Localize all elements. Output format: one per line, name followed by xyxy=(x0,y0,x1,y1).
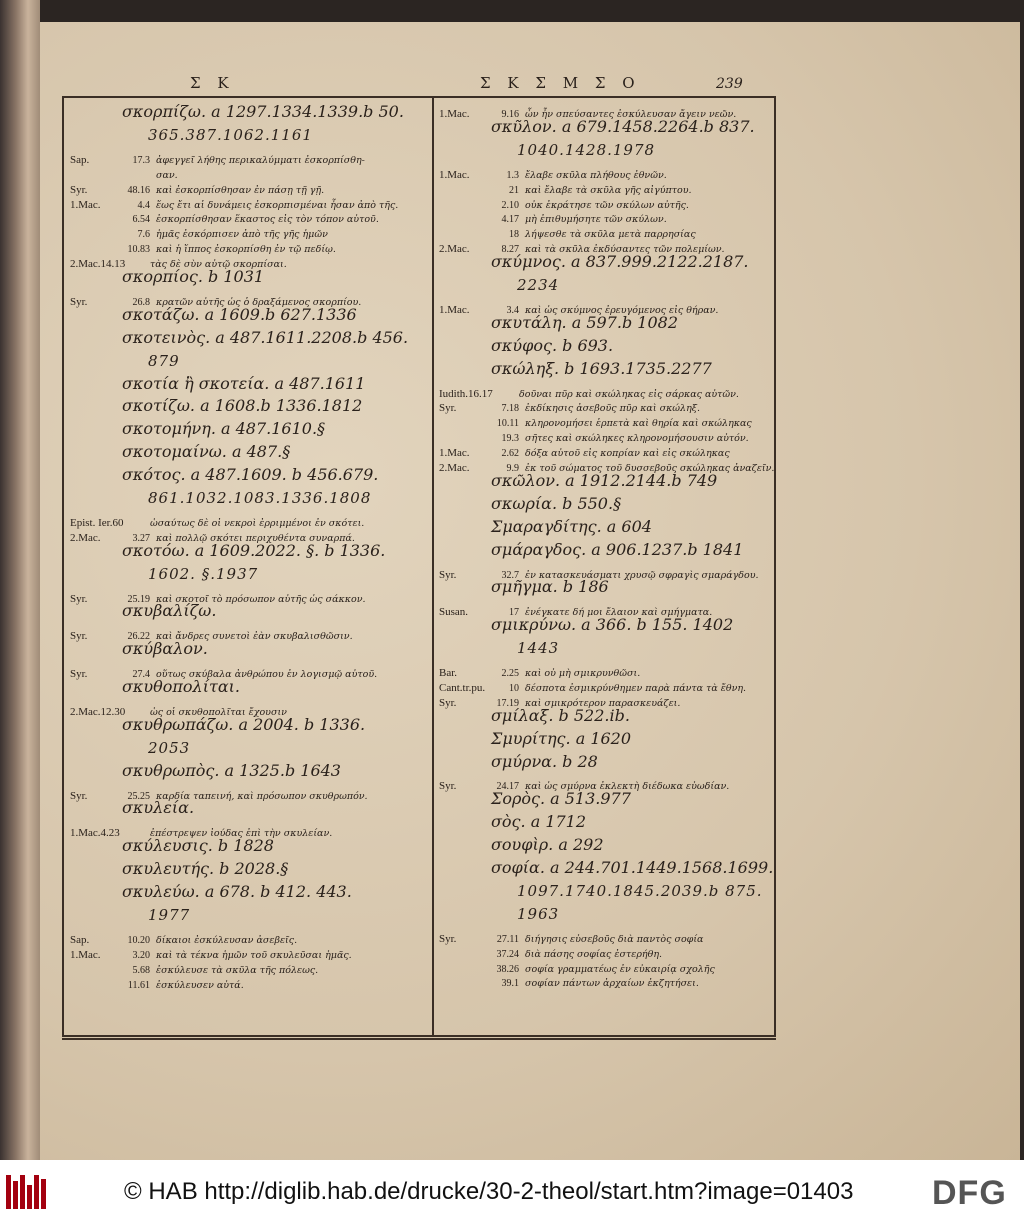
book-reference: Iudith.16.17 xyxy=(439,387,493,400)
quotation-text: διὰ πάσης σοφίας ἐστερήθη. xyxy=(525,948,663,960)
book-reference: Sap. xyxy=(70,153,90,166)
chapter-verse: 2.25 xyxy=(501,668,519,679)
chapter-verse: 10.83 xyxy=(127,244,150,256)
quotation-text: ἔλαβε σκῦλα πλήθους ἐθνῶν. xyxy=(525,169,667,181)
chapter-verse: 1.3 xyxy=(506,169,519,181)
headword-entry xyxy=(439,494,621,513)
bottom-rule xyxy=(62,1038,776,1040)
page-references: 2234 xyxy=(517,276,560,294)
reference-continuation xyxy=(70,125,313,144)
headword-entry xyxy=(70,859,288,878)
book-reference: Syr. xyxy=(70,295,88,308)
chapter-verse: 17 xyxy=(509,607,519,619)
chapter-verse: 3.4 xyxy=(506,304,519,316)
book-reference: 1.Mac. xyxy=(70,948,101,961)
book-reference: 1.Mac. xyxy=(439,447,470,460)
quotation-text: καὶ ἐσκορπίσθησαν ἐν πάσῃ τῇ γῇ. xyxy=(156,184,325,196)
headword-entry xyxy=(70,601,216,620)
hab-logo-icon xyxy=(6,1175,46,1209)
dfg-logo: DFG xyxy=(932,1174,1007,1212)
headword-entry xyxy=(439,517,652,536)
headword: σκυλεύω. a 678. b 412. 443. xyxy=(122,882,352,901)
book-reference: 1.Mac. xyxy=(439,303,470,316)
headword: σμάραγδος. a 906.1237.b 1841 xyxy=(491,539,744,559)
headword: σκυθρωπάζω. a 2004. b 1336. xyxy=(122,714,366,734)
quotation-text: κληρονομήσει ἑρπετὰ καὶ θηρία καὶ σκώληκας xyxy=(525,418,752,430)
book-reference: Syr. xyxy=(70,789,88,802)
book-reference: 1.Mac. xyxy=(70,198,101,211)
book-reference: 1.Mac.4.23 xyxy=(70,827,120,840)
headword: σκυτάλη. a 597.b 1082 xyxy=(491,312,678,332)
headword-entry xyxy=(439,729,631,748)
headword-entry xyxy=(70,541,385,560)
headword-entry xyxy=(439,858,773,877)
quotation-text: σοφία γραμματέως ἐν εὐκαιρίᾳ σχολῆς xyxy=(525,963,715,975)
headword-entry xyxy=(70,677,240,696)
chapter-verse: 7.18 xyxy=(501,403,519,415)
headword: σμικρύνω. a 366. b 155. 1402 xyxy=(491,615,734,635)
headword: σκύλευσις. b 1828 xyxy=(122,836,274,856)
headword-entry xyxy=(439,615,733,634)
book-reference: Sap. xyxy=(70,933,90,946)
chapter-verse: 4.4 xyxy=(137,199,150,211)
quotation-text: καὶ τὰ σκῦλα ἐκδύσαντες τῶν πολεμίων. xyxy=(525,244,725,256)
headword-entry xyxy=(70,761,341,780)
book-reference: Syr. xyxy=(439,780,457,793)
headword-entry xyxy=(70,882,352,901)
headword: σὸς. a 1712 xyxy=(491,812,587,832)
running-head-left: Σ Κ xyxy=(190,74,235,92)
headword-entry xyxy=(70,442,290,461)
quotation-text: καὶ σμικρότερον παρασκευάζει. xyxy=(525,697,681,709)
headword-entry xyxy=(439,706,630,725)
reference-continuation xyxy=(70,738,190,757)
headword-entry xyxy=(439,117,755,136)
quotation-text: ἐκδίκησις ἀσεβοῦς πῦρ καὶ σκώληξ. xyxy=(525,403,701,415)
reference-continuation xyxy=(70,351,180,370)
book-reference: 2.Mac. xyxy=(439,462,470,474)
chapter-verse: 27.11 xyxy=(496,933,519,945)
page-references: 365.387.1062.1161 xyxy=(148,125,313,144)
headword: σκύβαλον. xyxy=(122,639,208,659)
headword-entry xyxy=(439,752,598,771)
chapter-verse: 6.54 xyxy=(132,214,150,226)
quotation-text: δοῦναι πῦρ καὶ σκώληκας εἰς σάρκας αὐτῶν. xyxy=(519,388,739,400)
quotation-text: λήψεσθε τὰ σκῦλα μετὰ παρρησίας xyxy=(525,229,696,241)
quotation-text: καὶ σκοτοῖ τὸ πρόσωπον αὐτῆς ὡς σάκκον. xyxy=(156,593,366,605)
quotation-text: καὶ ἡ ἵππος ἐσκορπίσθη ἐν τῷ πεδίῳ. xyxy=(156,244,336,256)
page-references: 1040.1428.1978 xyxy=(517,140,656,159)
quotation-text: μὴ ἐπιθυμήσητε τῶν σκύλων. xyxy=(525,214,667,226)
headword: Σμυρίτης. a 1620 xyxy=(491,728,632,748)
headword: σκυβαλίζω. xyxy=(122,601,217,621)
quotation-text: καὶ τὰ τέκνα ἡμῶν τοῦ σκυλεῦσαι ἡμᾶς. xyxy=(156,949,352,961)
headword: σκυθρωπὸς. a 1325.b 1643 xyxy=(122,760,341,780)
chapter-verse: 8.27 xyxy=(501,244,519,256)
copyright-url[interactable]: © HAB http://diglib.hab.de/drucke/30-2-theol/start.htm?image=01403 xyxy=(124,1178,854,1205)
book-reference: Syr. xyxy=(70,630,88,643)
chapter-verse: 3.27 xyxy=(132,532,150,544)
quotation-text: ἐσκορπίσθησαν ἕκαστος εἰς τὸν τόπον αὐτοῦ. xyxy=(156,214,379,226)
quotation-text: ἐνέγκατε δή μοι ἔλαιον καὶ σμήγματα. xyxy=(525,607,713,619)
chapter-verse: 24.17 xyxy=(496,781,519,793)
headword-entry xyxy=(70,374,365,393)
book-reference: 2.Mac. xyxy=(439,243,470,256)
headword: σκοτεινὸς. a 487.1611.2208.b 456. xyxy=(122,327,409,347)
book-reference: Syr. xyxy=(70,592,88,605)
headword: σουφὶρ. a 292 xyxy=(491,835,604,855)
reference-continuation xyxy=(70,905,190,924)
quotation-text: δέσποτα ἐσμικρύνθημεν παρὰ πάντα τὰ ἔθνη. xyxy=(525,682,747,694)
headword: σκοτάζω. a 1609.b 627.1336 xyxy=(122,304,357,324)
chapter-verse: 9.9 xyxy=(506,463,519,474)
quotation-text: καὶ ὡς σμύρνα ἐκλεκτὴ διέδωκα εὐωδίαν. xyxy=(525,781,730,793)
reference-continuation xyxy=(439,904,559,923)
page-references: 1963 xyxy=(517,904,560,923)
headword-entry xyxy=(439,540,743,559)
quotation-text: ἐσκύλευσεν αὐτά. xyxy=(156,979,244,991)
headword-entry xyxy=(439,313,678,332)
quotation-text: ἐσκύλευσε τὰ σκῦλα τῆς πόλεως. xyxy=(156,964,319,976)
quotation-text: ὡς οἱ σκυθοπολῖται ἔχουσιν xyxy=(150,706,287,718)
headword-entry xyxy=(70,798,194,817)
headword: σκορπίζω. a 1297.1334.1339.b 50. xyxy=(122,102,404,121)
quotation-text: ἐπέστρεψεν ἰούδας ἐπὶ τὴν σκυλείαν. xyxy=(150,828,333,840)
quotation-text: καὶ ἔλαβε τὰ σκῦλα γῆς αἰγύπτου. xyxy=(525,184,692,196)
quotation-text: σαν. xyxy=(156,169,178,181)
page-references: 1602. §.1937 xyxy=(148,564,259,583)
headword-entry xyxy=(439,471,717,490)
book-reference: Cant.tr.pu. xyxy=(439,681,486,694)
headword: σκῶλον. a 1912.2144.b 749 xyxy=(491,470,718,490)
headword: σμῆγμα. b 186 xyxy=(491,577,609,597)
headword: σκυλεία. xyxy=(122,798,195,818)
headword-entry xyxy=(70,305,357,324)
book-reference: 1.Mac. xyxy=(439,168,470,181)
headword-entry xyxy=(70,396,362,415)
reference-continuation xyxy=(70,564,258,583)
chapter-verse: 17.19 xyxy=(496,697,519,709)
quotation-text: ἐν κατασκευάσματι χρυσῷ σφραγὶς σμαράγδου. xyxy=(525,569,759,581)
headword: σκύμνος. a 837.999.2122.2187. xyxy=(491,252,749,272)
headword: σκορπίος. b 1031 xyxy=(122,267,265,286)
viewer-footer xyxy=(0,1160,1024,1225)
chapter-verse: 9.16 xyxy=(501,109,519,120)
column-divider xyxy=(432,98,434,1035)
headword-entry xyxy=(70,267,264,286)
book-reference: 1.Mac. xyxy=(439,108,470,120)
quotation-text: ἀφεγγεῖ λήθης περικαλύμματι ἐσκορπίσθη- xyxy=(156,154,365,166)
quotation-text: διήγησις εὐσεβοῦς διὰ παντὸς σοφία xyxy=(525,933,704,945)
headword: σκωρία. b 550.§ xyxy=(491,493,622,513)
reference-continuation xyxy=(439,881,763,900)
text-frame xyxy=(62,96,776,1037)
chapter-verse: 26.22 xyxy=(127,631,150,643)
headword-entry xyxy=(70,836,274,855)
book-reference: Syr. xyxy=(439,696,457,709)
book-reference: Epist. Ier.60 xyxy=(70,516,124,529)
citation-line xyxy=(70,973,244,992)
chapter-verse: 18 xyxy=(509,229,519,241)
headword-entry xyxy=(70,328,408,347)
chapter-verse: 10.11 xyxy=(496,418,519,430)
quotation-text: σοφίαν πάντων ἀρχαίων ἐκζητήσει. xyxy=(525,978,699,990)
page-references: 879 xyxy=(148,351,180,370)
headword: σμίλαξ. b 522.ib. xyxy=(491,705,630,725)
chapter-verse: 4.17 xyxy=(501,214,519,226)
quotation-text: καὶ ὡς σκύμνος ἐρευγόμενος εἰς θήραν. xyxy=(525,304,719,316)
quotation-text: τὰς δὲ σὺν αὐτῷ σκορπίσαι. xyxy=(150,259,287,271)
page-references: 861.1032.1083.1336.1808 xyxy=(148,489,372,507)
book-reference: Syr. xyxy=(439,568,457,581)
headword: σμύρνα. b 28 xyxy=(491,751,598,771)
book-reference: Bar. xyxy=(439,667,458,679)
headword-entry xyxy=(70,639,208,658)
chapter-verse: 25.19 xyxy=(127,593,150,605)
headword: σκοτομήνη. a 487.1610.§ xyxy=(122,419,326,439)
headword-entry xyxy=(439,577,609,596)
reference-continuation xyxy=(439,638,559,657)
quotation-text: οὕτως σκύβαλα ἀνθρώπου ἐν λογισμῷ αὐτοῦ. xyxy=(156,669,378,681)
headword: σκοτίζω. a 1608.b 1336.1812 xyxy=(122,396,363,416)
page-references: 1977 xyxy=(148,905,191,924)
headword: σοφία. a 244.701.1449.1568.1699. xyxy=(491,858,774,877)
headword: σκυθοπολίται. xyxy=(122,677,240,696)
chapter-verse: 21 xyxy=(509,184,519,196)
reference-continuation xyxy=(439,275,559,294)
headword-entry xyxy=(439,359,712,378)
quotation-text: ἡμᾶς ἐσκόρπισεν ἀπὸ τῆς γῆς ἡμῶν xyxy=(156,229,328,241)
chapter-verse: 17.3 xyxy=(132,154,150,166)
page-number: 239 xyxy=(716,76,743,92)
quotation-text: δίκαιοι ἐσκύλευσαν ἀσεβεῖς. xyxy=(156,934,298,946)
book-reference: 2.Mac. xyxy=(70,531,101,544)
chapter-verse: 10.20 xyxy=(127,934,150,946)
chapter-verse: 7.6 xyxy=(137,229,150,241)
chapter-verse: 3.20 xyxy=(132,949,150,961)
quotation-text: καὶ ἄνδρες συνετοὶ ἐὰν σκυβαλισθῶσιν. xyxy=(156,631,353,643)
book-reference: Syr. xyxy=(439,402,457,415)
quotation-text: ἐκ τοῦ σώματος τοῦ δυσσεβοῦς σκώληκας ἀναζεῖν. xyxy=(525,463,775,474)
chapter-verse: 11.61 xyxy=(127,979,150,991)
chapter-verse: 48.16 xyxy=(127,184,150,196)
quotation-text: καρδία ταπεινή, καὶ πρόσωπον σκυθρωπόν. xyxy=(156,790,368,802)
book-page xyxy=(40,22,1020,1160)
chapter-verse: 38.26 xyxy=(496,963,519,975)
quotation-text: ἕως ἔτι αἱ δυνάμεις ἐσκορπισμέναι ἦσαν ἀπὸ τῆς. xyxy=(156,199,399,211)
headword: σκῦλον. a 679.1458.2264.b 837. xyxy=(491,116,755,136)
headword-entry xyxy=(439,812,586,831)
running-head-center: Σ Κ Σ Μ Σ Ο xyxy=(480,74,641,92)
quotation-text: σῆτες καὶ σκώληκες κληρονομήσουσιν αὐτόν. xyxy=(525,433,749,445)
chapter-verse: 32.7 xyxy=(501,569,519,581)
page-references: 1097.1740.1845.2039.b 875. xyxy=(517,881,763,900)
headword: σκοτομαίνω. a 487.§ xyxy=(122,442,291,462)
headword-entry xyxy=(439,835,604,854)
citation-line xyxy=(439,971,699,990)
book-reference: Syr. xyxy=(70,668,88,681)
book-reference: Syr. xyxy=(70,183,88,196)
headword: Σμαραγδίτης. a 604 xyxy=(491,516,652,536)
book-reference: 2.Mac.12.30 xyxy=(70,705,126,718)
reference-continuation xyxy=(70,488,371,507)
chapter-verse: 37.24 xyxy=(496,948,519,960)
headword: σκώληξ. b 1693.1735.2277 xyxy=(491,358,712,378)
chapter-verse: 2.62 xyxy=(501,448,519,460)
quotation-text: κρατῶν αὐτῆς ὡς ὁ δραξάμενος σκορπίου. xyxy=(156,296,362,308)
headword: Σορὸς. a 513.977 xyxy=(491,789,631,809)
page-references: 2053 xyxy=(148,738,191,757)
quotation-text: ὡσαύτως δὲ οἱ νεκροὶ ἐρριμμένοι ἐν σκότει. xyxy=(150,517,365,529)
adjacent-page-edge xyxy=(0,0,40,1160)
chapter-verse: 2.10 xyxy=(501,199,519,211)
headword: σκοτία ἢ σκοτεία. a 487.1611 xyxy=(122,373,366,393)
headword: σκότος. a 487.1609. b 456.679. xyxy=(122,465,379,485)
headword-entry xyxy=(439,252,749,271)
book-reference: Syr. xyxy=(439,932,457,945)
headword: σκύφος. b 693. xyxy=(491,335,614,355)
reference-continuation xyxy=(439,140,655,159)
book-reference: Susan. xyxy=(439,606,469,619)
headword-entry xyxy=(70,419,325,438)
quotation-text: οὐκ ἐκράτησε τῶν σκύλων αὐτῆς. xyxy=(525,199,689,211)
chapter-verse: 5.68 xyxy=(132,964,150,976)
quotation-text: καὶ οὐ μὴ σμικρυνθῶσι. xyxy=(525,668,641,679)
headword-entry xyxy=(70,465,378,484)
chapter-verse: 25.25 xyxy=(127,790,150,802)
headword-entry xyxy=(439,789,631,808)
page-references: 1443 xyxy=(517,639,560,658)
chapter-verse: 26.8 xyxy=(132,296,150,308)
quotation-text: καὶ πολλῷ σκότει περιχυθέντα συναρπά. xyxy=(156,532,355,544)
quotation-text: ὧν ἦν σπεύσαντες ἐσκύλευσαν ἄγειν νεῶν. xyxy=(525,109,737,120)
chapter-verse: 19.3 xyxy=(501,433,519,445)
headword-entry xyxy=(70,102,404,121)
chapter-verse: 10 xyxy=(509,682,519,694)
headword-entry xyxy=(439,336,613,355)
chapter-verse: 27.4 xyxy=(132,669,150,681)
headword: σκυλευτής. b 2028.§ xyxy=(122,859,289,879)
quotation-text: δόξα αὐτοῦ εἰς κοπρίαν καὶ εἰς σκώληκας xyxy=(525,448,730,460)
chapter-verse: 39.1 xyxy=(501,978,519,990)
headword: σκοτόω. a 1609.2022. §. b 1336. xyxy=(122,540,386,560)
headword-entry xyxy=(70,715,365,734)
book-reference: 2.Mac.14.13 xyxy=(70,258,126,271)
